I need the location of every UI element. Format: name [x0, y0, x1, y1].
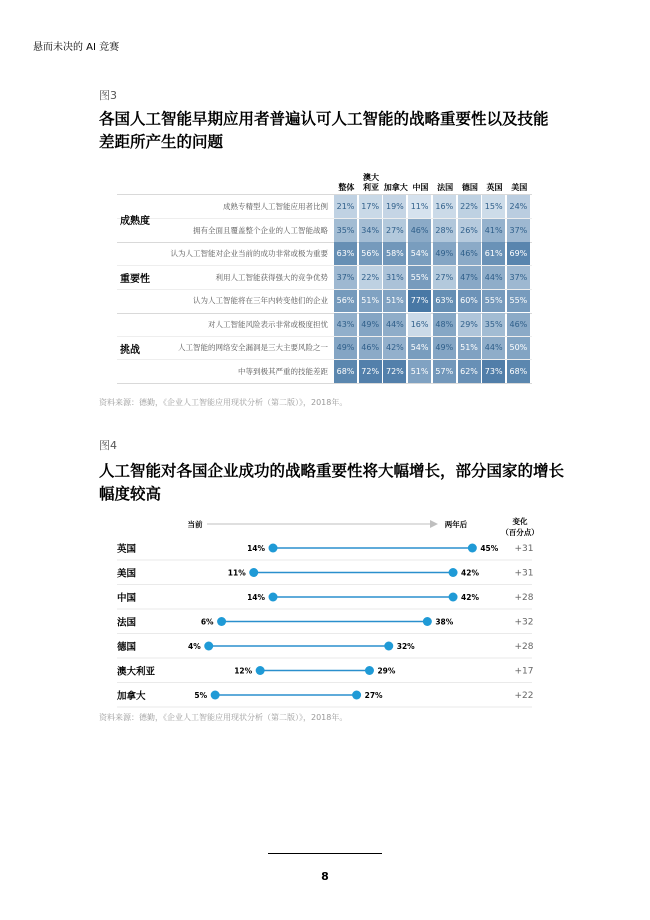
heatmap-cell: 44%: [482, 266, 505, 289]
heatmap-cell: 11%: [408, 195, 431, 218]
heatmap-cell: 61%: [482, 242, 505, 265]
dumbbell-dot-current: [256, 666, 265, 675]
heatmap-cell: 21%: [334, 195, 357, 218]
footer-rule: [268, 853, 382, 854]
heatmap-cell: 37%: [334, 266, 357, 289]
dumbbell-dot-current: [249, 568, 258, 577]
dumbbell-value-current: 4%: [187, 642, 201, 651]
heatmap-cell: 35%: [482, 313, 505, 336]
dumbbell-change-value: +32: [514, 617, 534, 628]
heatmap-cell: 62%: [458, 360, 481, 383]
heatmap-cell: 49%: [359, 313, 382, 336]
dumbbell-value-current: 11%: [227, 568, 246, 578]
dumbbell-value-future: 45%: [480, 544, 499, 553]
heatmap-column-header: 英国: [486, 183, 503, 192]
heatmap-cell: 19%: [383, 195, 406, 218]
dumbbell-value-future: 29%: [377, 666, 396, 676]
heatmap-cell: 44%: [383, 313, 406, 336]
dumbbell-value-future: 42%: [461, 593, 480, 602]
axis-label-end: 两年后: [444, 520, 468, 529]
heatmap-cell: 68%: [507, 360, 530, 383]
heatmap-cell: 22%: [458, 195, 481, 218]
heatmap-cell: 55%: [482, 289, 505, 312]
heatmap-cell: 47%: [458, 266, 481, 289]
heatmap-cell: 63%: [334, 242, 357, 265]
heatmap-column-header: 美国: [511, 183, 528, 192]
dumbbell-dot-current: [217, 617, 226, 626]
heatmap-group-divider: [117, 383, 532, 384]
dumbbell-value-current: 6%: [200, 617, 214, 627]
heatmap-cell: 77%: [408, 289, 431, 312]
heatmap-cell: 48%: [433, 313, 456, 336]
dumbbell-value-future: 42%: [461, 568, 480, 578]
heatmap-cell: 57%: [433, 360, 456, 383]
dumbbell-dot-current: [269, 593, 278, 602]
heatmap-cell: 54%: [408, 242, 431, 265]
heatmap-column-header: 法国: [437, 183, 454, 192]
running-header: 悬而未决的 AI 竞赛: [33, 42, 120, 53]
heatmap-cell: 44%: [482, 336, 505, 359]
heatmap-cell: 24%: [507, 195, 530, 218]
figure4-title: [99, 460, 569, 506]
heatmap-column-header: 中国: [412, 183, 429, 192]
heatmap-cell: 73%: [482, 360, 505, 383]
heatmap-cell: 58%: [383, 242, 406, 265]
heatmap-row-label: 成熟专精型人工智能应用者比例: [223, 202, 328, 211]
dumbbell-country-label: 德国: [117, 642, 137, 653]
heatmap-row-divider: [117, 289, 532, 290]
page-number: 8: [321, 870, 329, 883]
heatmap-column-header: 德国: [461, 183, 478, 192]
dumbbell-dot-current: [204, 642, 213, 651]
heatmap-cell: 43%: [334, 313, 357, 336]
dumbbell-country-label: 澳大利亚: [117, 666, 156, 678]
heatmap-cell: 46%: [507, 313, 530, 336]
heatmap-cell: 49%: [433, 242, 456, 265]
dumbbell-change-value: +17: [514, 666, 534, 677]
heatmap-cell: 72%: [359, 360, 382, 383]
heatmap-row-label: 利用人工智能获得强大的竞争优势: [215, 272, 328, 282]
axis-label-start: 当前: [187, 520, 203, 529]
heatmap-cell: 56%: [334, 289, 357, 312]
heatmap-cell: 26%: [458, 219, 481, 242]
heatmap-row-divider: [117, 218, 532, 219]
dumbbell-country-label: 美国: [117, 568, 137, 580]
heatmap-row-divider: [117, 359, 532, 360]
dumbbell-dot-future: [423, 617, 432, 626]
figure4-title-line2: 幅度较高: [99, 485, 162, 503]
heatmap-cell: 72%: [383, 360, 406, 383]
heatmap-cell: 27%: [433, 266, 456, 289]
dumbbell-dot-future: [352, 691, 361, 700]
heatmap-cell: 49%: [433, 336, 456, 359]
heatmap-cell: 31%: [383, 266, 406, 289]
heatmap-cell: 51%: [458, 336, 481, 359]
dumbbell-dot-future: [365, 666, 374, 675]
dumbbell-value-current: 12%: [234, 666, 253, 676]
figure3-source: 资料来源：德勤，《企业人工智能应用现状分析（第二版）》，2018年。: [99, 398, 348, 407]
dumbbell-value-current: 14%: [247, 544, 266, 553]
heatmap-cell: 60%: [458, 289, 481, 312]
heatmap-cell: 46%: [458, 242, 481, 265]
dumbbell-dot-future: [468, 544, 477, 553]
heatmap-cell: 17%: [359, 195, 382, 218]
change-header-line1: 变化: [512, 517, 528, 526]
dumbbell-change-value: +31: [514, 544, 534, 554]
heatmap-cell: 22%: [359, 266, 382, 289]
heatmap-cell: 50%: [507, 336, 530, 359]
heatmap-top-divider: [117, 194, 532, 195]
heatmap-row-divider: [117, 336, 532, 337]
heatmap-cell: 16%: [433, 195, 456, 218]
heatmap-cell: 55%: [507, 289, 530, 312]
heatmap-cell: 51%: [408, 360, 431, 383]
dumbbell-value-current: 14%: [247, 593, 266, 602]
dumbbell-value-future: 32%: [396, 642, 415, 651]
heatmap-cell: 29%: [458, 313, 481, 336]
heatmap-row-label: 认为人工智能对企业当前的成功非常或极为重要: [170, 249, 328, 258]
dumbbell-value-future: 27%: [364, 691, 383, 700]
heatmap-cell: 15%: [482, 195, 505, 218]
heatmap-row-label: 人工智能的网络安全漏洞是三大主要风险之一: [178, 343, 328, 352]
heatmap-column-header: 澳大 利亚: [363, 173, 380, 192]
dumbbell-dot-future: [449, 593, 458, 602]
dumbbell-country-label: 加拿大: [117, 691, 146, 702]
heatmap-cell: 54%: [408, 336, 431, 359]
dumbbell-change-value: +31: [514, 568, 534, 579]
dumbbell-change-value: +22: [514, 691, 534, 701]
dumbbell-country-label: 中国: [117, 593, 137, 604]
figure3-title-line2: 差距所产生的问题: [99, 133, 224, 151]
figure4-title-line1: 人工智能对各国企业成功的战略重要性将大幅增长，部分国家的增长: [99, 462, 565, 480]
figure3-title-line1: 各国人工智能早期应用者普遍认可人工智能的战略重要性以及技能: [99, 110, 549, 128]
heatmap-group-label: 成熟度: [120, 215, 150, 227]
heatmap-cell: 51%: [359, 289, 382, 312]
dumbbell-country-label: 法国: [117, 617, 137, 629]
heatmap-cell: 69%: [507, 242, 530, 265]
heatmap-cell: 37%: [507, 266, 530, 289]
heatmap-cell: 28%: [433, 219, 456, 242]
heatmap-column-header: 加拿大: [383, 183, 408, 192]
heatmap-row-label: 中等到极其严重的技能差距: [238, 366, 328, 376]
figure4-label: 图4: [99, 439, 117, 452]
heatmap-row-label: 对人工智能风险表示非常或极度担忧: [208, 319, 328, 329]
figure3-title: [99, 108, 569, 154]
change-header-line2: （百分点）: [501, 528, 539, 537]
figure4-source: 资料来源：德勤，《企业人工智能应用现状分析（第二版）》，2018年。: [99, 713, 348, 722]
heatmap-cell: 35%: [334, 219, 357, 242]
heatmap-group-label: 挑战: [120, 344, 140, 356]
heatmap-cell: 46%: [408, 219, 431, 242]
heatmap-cell: 68%: [334, 360, 357, 383]
dumbbell-dot-future: [384, 642, 393, 651]
heatmap-row-divider: [117, 265, 532, 266]
heatmap-cell: 34%: [359, 219, 382, 242]
dumbbell-value-current: 5%: [194, 691, 208, 700]
dumbbell-chart: [0, 510, 650, 710]
heatmap-cell: 46%: [359, 336, 382, 359]
axis-arrow-head: [430, 520, 438, 528]
dumbbell-country-label: 英国: [117, 544, 137, 555]
dumbbell-dot-current: [269, 544, 278, 553]
heatmap-cell: 63%: [433, 289, 456, 312]
heatmap-row-label: 认为人工智能将在三年内转变他们的企业: [193, 296, 328, 305]
heatmap-column-header: 整体: [338, 183, 355, 192]
heatmap-cell: 51%: [383, 289, 406, 312]
dumbbell-dot-future: [449, 568, 458, 577]
dumbbell-value-future: 38%: [435, 617, 454, 627]
heatmap-cell: 41%: [482, 219, 505, 242]
heatmap-cell: 55%: [408, 266, 431, 289]
heatmap-cell: 27%: [383, 219, 406, 242]
heatmap-group-label: 重要性: [120, 274, 150, 286]
dumbbell-change-value: +28: [514, 593, 534, 603]
heatmap-cell: 42%: [383, 336, 406, 359]
heatmap-cell: 16%: [408, 313, 431, 336]
dumbbell-dot-current: [211, 691, 220, 700]
figure3-label: 图3: [99, 89, 117, 102]
heatmap-cell: 56%: [359, 242, 382, 265]
heatmap-cell: 37%: [507, 219, 530, 242]
dumbbell-change-value: +28: [514, 642, 534, 652]
heatmap-cell: 49%: [334, 336, 357, 359]
heatmap-row-label: 拥有全面且覆盖整个企业的人工智能战略: [193, 225, 328, 235]
